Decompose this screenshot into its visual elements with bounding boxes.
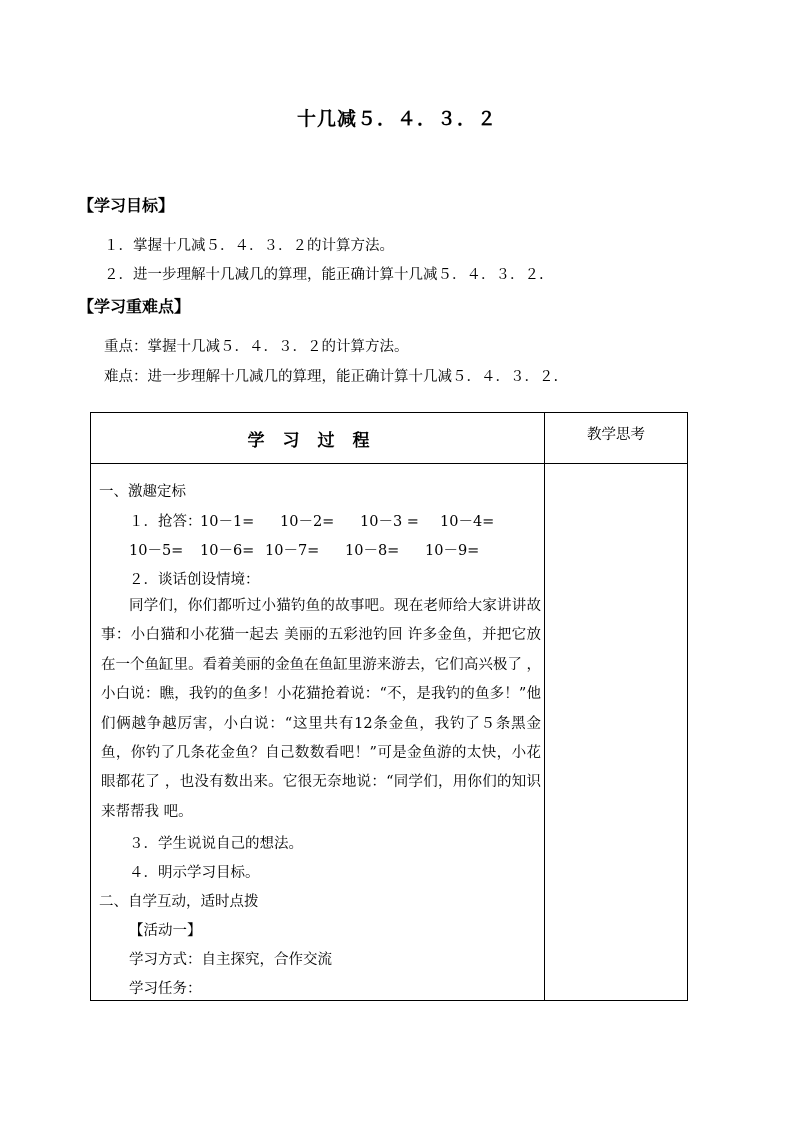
equation: 10－9= — [425, 543, 480, 559]
process-content — [91, 464, 545, 1001]
equation: 10－1= — [200, 514, 255, 530]
process-header: 学习过程 — [91, 413, 545, 464]
item-2-text: ２．谈话创设情境： — [129, 572, 260, 588]
page-title: 十几减５．４．３．２ — [296, 108, 497, 130]
activity-title: 【活动一】 — [129, 923, 202, 939]
equation: 10－4= — [440, 514, 495, 530]
key-points-heading: 【学习重难点】 — [78, 297, 191, 316]
item-4-text: ４．明示学习目标。 — [129, 865, 260, 881]
lesson-table — [90, 412, 688, 1001]
key-point-1: 重点：掌握十几减５．４．３．２的计算方法。 — [104, 339, 409, 355]
reflection-header-label: 教学思考 — [587, 426, 645, 443]
learning-task: 学习任务： — [129, 981, 202, 997]
equation: 10－7= — [265, 543, 320, 559]
key-point-2: 难点：进一步理解十几减几的算理，能正确计算十几减５．４．３．２. — [104, 369, 559, 385]
goal-item-2: ２．进一步理解十几减几的算理，能正确计算十几减５．４．３．２. — [104, 267, 544, 283]
reflection-content — [545, 464, 688, 1001]
item-3-text: ３．学生说说自己的想法。 — [129, 836, 303, 852]
learning-method: 学习方式：自主探究，合作交流 — [129, 952, 332, 968]
section-1-title: 一、激趣定标 — [99, 484, 186, 500]
equation: 10－5= — [129, 543, 184, 559]
section-2-title: 二、自学互动，适时点拨 — [99, 894, 259, 910]
goals-heading: 【学习目标】 — [78, 196, 175, 215]
equation: 10－2= — [280, 514, 335, 530]
story-paragraph: 同学们，你们都听过小猫钓鱼的故事吧。现在老师给大家讲讲故事：小白猫和小花猫一起去 美丽的五彩池钓回 许多金鱼，并把它放在一个鱼缸里。看着美丽的金鱼在鱼缸里游来游去，它们高兴极了 ，小白说：瞧，我钓的鱼多！小花猫抢着说：“不，是我钓的鱼多！”他们俩越争越厉害，小白说：“这里共有12条金鱼，我钓了５条黑金鱼，你钓了几条花金鱼？自己数数看吧！”可是金鱼游的太快，小花眼都花了 ，也没有数出来。它很无奈地说：“同学们，用你们的知识来帮帮我 吧。 — [101, 598, 541, 820]
equation: 10－3 = — [360, 514, 419, 530]
goal-item-1: １．掌握十几减５．４．３．２的计算方法。 — [104, 238, 394, 254]
equation: 10－6= — [200, 543, 255, 559]
equation: 10－8= — [345, 543, 400, 559]
reflection-header — [545, 413, 688, 464]
quick-answer-label: １．抢答： — [129, 514, 202, 530]
